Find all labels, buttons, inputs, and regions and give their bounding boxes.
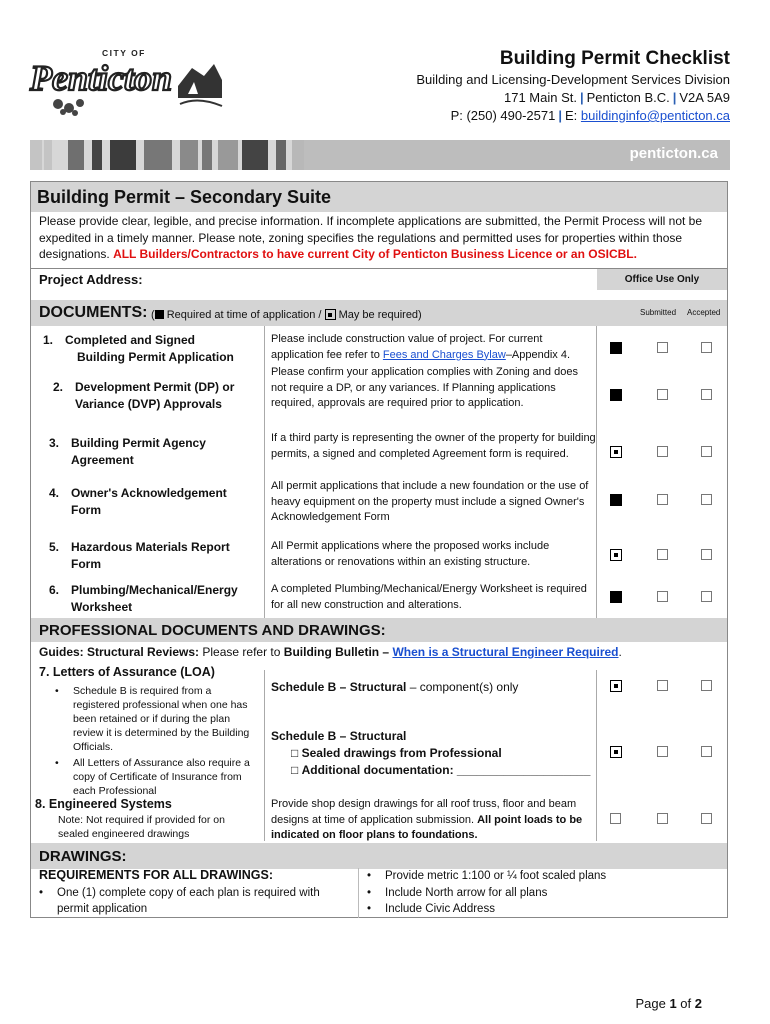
submitted-checkbox[interactable] bbox=[657, 680, 668, 691]
contact-line: P: (250) 490-2571 | E: buildinginfo@penticton.ca bbox=[450, 108, 730, 123]
drawing-requirement: • One (1) complete copy of each plan is required with permit application bbox=[33, 885, 333, 917]
drawings-subheading: REQUIREMENTS FOR ALL DRAWINGS: bbox=[39, 868, 274, 882]
office-use-header: Office Use Only bbox=[597, 268, 727, 290]
submitted-checkbox[interactable] bbox=[657, 494, 668, 505]
guides-line: Guides: Structural Reviews: Please refer to Building Bulletin – When is a Structural Engineer Required. bbox=[39, 645, 622, 659]
structural-engineer-link[interactable]: When is a Structural Engineer Required bbox=[392, 645, 619, 659]
accepted-checkbox[interactable] bbox=[701, 549, 712, 560]
doc-row-4: 4. Owner's Acknowledgement Form All permit applications that include a new foundation or the use of heavy equipment on the property must include a signed Owner's Acknowledgement Form bbox=[31, 479, 727, 527]
checklist-form bbox=[30, 181, 728, 918]
page-title: Building Permit Checklist bbox=[499, 48, 730, 69]
documents-header: DOCUMENTS: ( Required at time of application / May be required) bbox=[31, 300, 597, 326]
accepted-checkbox[interactable] bbox=[701, 389, 712, 400]
drawings-header: DRAWINGS: bbox=[31, 843, 727, 869]
drawing-requirement: • Include North arrow for all plans bbox=[361, 885, 661, 902]
fees-bylaw-link[interactable]: Fees and Charges Bylaw bbox=[382, 348, 506, 361]
doc-row-1: 1. Completed and Signed Building Permit Application Please include construction value of project. For current application fee refer to Fees and Charges Bylaw–Appendix 4. bbox=[31, 332, 727, 368]
division-name: Building and Licensing-Development Services Division bbox=[416, 72, 730, 87]
required-icon bbox=[610, 342, 622, 354]
loa-bullet: • Schedule B is required from a registered professional when one has been retained or if during the plan review it is determined by the Building Officials. bbox=[49, 684, 259, 754]
accepted-checkbox[interactable] bbox=[701, 494, 712, 505]
submitted-checkbox[interactable] bbox=[657, 591, 668, 602]
office-columns: Submitted Accepted bbox=[597, 300, 727, 326]
decorative-banner bbox=[30, 140, 730, 170]
accepted-checkbox[interactable] bbox=[701, 446, 712, 457]
doc-row-3: 3. Building Permit Agency Agreement If a third party is representing the owner of the property for building permits, a signed and completed Agreement form is required. bbox=[31, 431, 727, 479]
accepted-checkbox[interactable] bbox=[701, 813, 712, 824]
required-icon bbox=[610, 389, 622, 401]
doc-row-5: 5. Hazardous Materials Report Form All Permit applications where the proposed works include alterations or renovations within an existing structure. bbox=[31, 539, 727, 575]
doc-row-2: 2. Development Permit (DP) or Variance (DVP) Approvals Please confirm your application complies with Zoning and does not require a DP, or any variances. If Planning applications required, approvals are required prior to application. bbox=[31, 365, 727, 435]
website-label: penticton.ca bbox=[629, 145, 718, 162]
svg-text:Penticton: Penticton bbox=[30, 58, 172, 98]
city-of-penticton-logo bbox=[28, 46, 224, 116]
page-number: Page 1 of 2 bbox=[635, 996, 702, 1011]
accepted-checkbox[interactable] bbox=[701, 680, 712, 691]
required-legend-icon bbox=[155, 310, 164, 319]
submitted-checkbox[interactable] bbox=[657, 746, 668, 757]
submitted-checkbox[interactable] bbox=[657, 446, 668, 457]
maybe-legend-icon bbox=[325, 309, 336, 320]
professional-header: PROFESSIONAL DOCUMENTS AND DRAWINGS: bbox=[31, 618, 727, 642]
maybe-required-icon bbox=[610, 446, 622, 458]
project-address-field[interactable]: Project Address: bbox=[31, 268, 597, 290]
loa-row: 7. Letters of Assurance (LOA) • Schedule B is required from a registered professional when one has been retained or if during the plan review it is determined by the Building Officials. • All Letters of Assurance also require a copy of Certificate of Insurance from each Professional Schedule B – Structural – component(s) only Schedule B – Structural □ Sealed drawings from Professional □ Additional documentation: ____________________ bbox=[31, 664, 727, 794]
maybe-required-icon bbox=[610, 680, 622, 692]
form-title-bar bbox=[31, 182, 727, 212]
address-line: 171 Main St. | Penticton B.C. | V2A 5A9 bbox=[504, 90, 730, 105]
accepted-checkbox[interactable] bbox=[701, 746, 712, 757]
submitted-checkbox[interactable] bbox=[657, 342, 668, 353]
licence-warning: ALL Builders/Contractors to have current City of Penticton Business Licence or an OSICBL bbox=[113, 247, 634, 261]
maybe-required-icon bbox=[610, 549, 622, 561]
accepted-checkbox[interactable] bbox=[701, 342, 712, 353]
accepted-checkbox[interactable] bbox=[701, 591, 712, 602]
engineered-row: 8. Engineered Systems Note: Not required if provided for on sealed engineered drawings Provide shop design drawings for all roof truss, floor and beam designs at time of application submission. All point loads to be indicated on floor plans to foundations. bbox=[31, 796, 727, 842]
header-contact bbox=[416, 50, 730, 125]
submitted-checkbox[interactable] bbox=[657, 389, 668, 400]
loa-bullet: • All Letters of Assurance also require a copy of Certificate of Insurance from each Professional bbox=[49, 756, 259, 798]
required-icon bbox=[610, 591, 622, 603]
email-link[interactable]: buildinginfo@penticton.ca bbox=[580, 108, 730, 123]
maybe-required-icon bbox=[610, 746, 622, 758]
intro-text: Please provide clear, legible, and precise information. If incomplete applications are submitted, the Permit Process will not be expedited in a timely manner. Please note, zoning specifies the regulations and permitted uses for properties within those designations. ALL Builders/Contractors to have current City of Penticton Business Licence or an OSICBL. bbox=[39, 214, 703, 261]
svg-text:CITY OF: CITY OF bbox=[102, 48, 146, 58]
doc-row-6: 6. Plumbing/Mechanical/Energy Worksheet A completed Plumbing/Mechanical/Energy Worksheet is required for all new construction and alterations. bbox=[31, 582, 727, 618]
drawing-requirement: • Provide metric 1:100 or ¼ foot scaled plans bbox=[361, 868, 661, 885]
required-icon bbox=[610, 494, 622, 506]
form-title: Building Permit – Secondary Suite bbox=[37, 187, 332, 207]
submitted-checkbox[interactable] bbox=[657, 549, 668, 560]
submitted-checkbox[interactable] bbox=[657, 813, 668, 824]
drawing-requirement: • Include Civic Address bbox=[361, 901, 661, 918]
not-required-indicator bbox=[610, 813, 621, 824]
